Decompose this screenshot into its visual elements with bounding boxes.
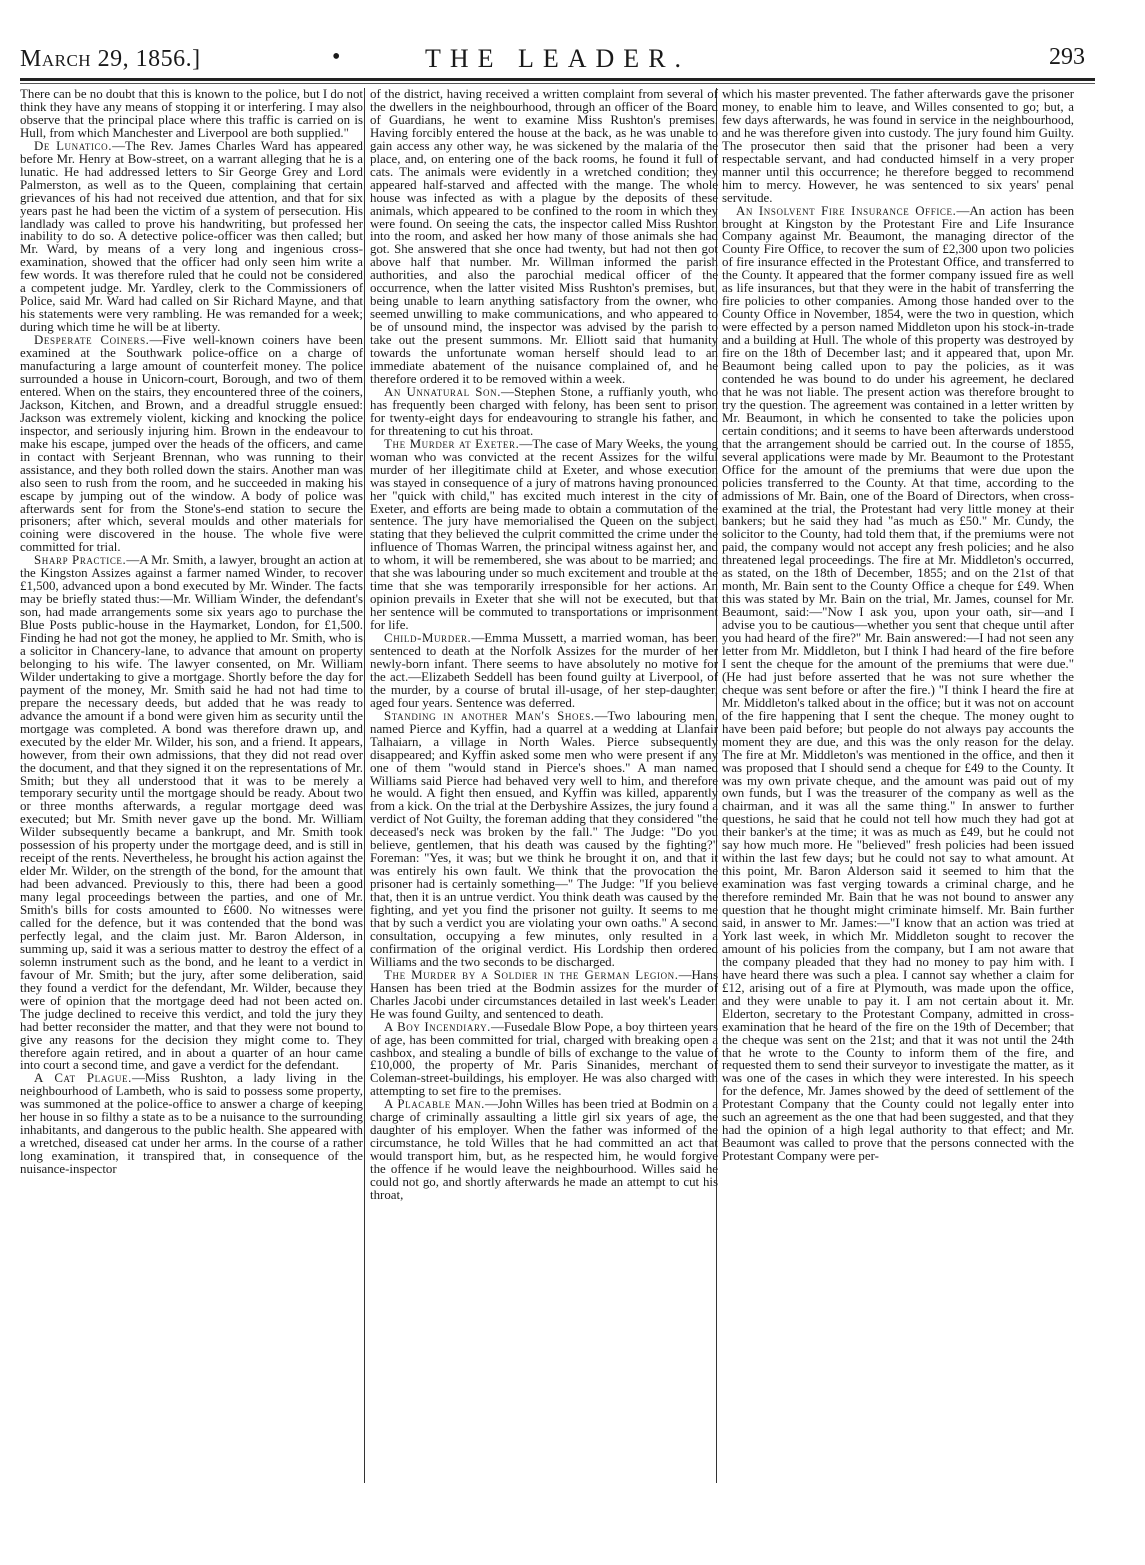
article-standing-in-shoes: Standing in another Man's Shoes.—Two labouring men, named Pierce and Kyffin, had a quarrel at a wedding at Llanfair Talhaiarn, a village in North Wales. Pierce subsequently disappeared; and Kyffin asked some men who were present if any one of them "would stand in Pierce's shoes." A man named Williams said Pierce had behaved very well to him, and therefore he would. A fight then ensued, and Kyffin was killed, apparently from a kick. On the trial at the Derbyshire Assizes, the jury found a verdict of Not Guilty, the foreman adding that they considered "the deceased's neck was broken by the fall." The Judge: "Do you believe, gentlemen, that his death was caused by the fighting?" Foreman: "Yes, it was; but we think he brought it on, and that it was entirely his own fault. We think that the provocation the prisoner had is certainly something—" The Judge: "If you believe that, then it is an untrue verdict. You think death was caused by the fighting, and yet you find the prisoner not guilty. It seems to me that by such a verdict you are violating your own oaths." A second consultation, occupying a few minutes, only resulted in a confirmation of the original verdict. His Lordship then ordered Williams and the two seconds to be discharged. (370, 708, 718, 969)
masthead (20, 40, 1095, 76)
newspaper-title: THE LEADER. (424, 44, 691, 73)
article-heading: An Unnatural Son. (384, 384, 502, 399)
column-3 (722, 88, 1074, 1163)
article-heading: A Cat Plague. (34, 1071, 132, 1086)
article-paragraph: There can be no doubt that this is known to the police, but I do not think they have any means of stopping it or interfering. I may also observe that the principal place where this traffic is carried on is Hull, from which Manchester and Liverpool are both supplied." (20, 87, 363, 140)
column-2 (370, 88, 718, 1202)
article-paragraph: which his master prevented. The father afterwards gave the prisoner money, to enable him to leave, and Willes consented to go; but, a few days afterwards, he was found in service in the neighbourhood, and he was therefore given into custody. The jury found him Guilty. The prosecutor then said that the prisoner had been a very respectable servant, and had conducted himself in a very proper manner until this occurrence; he therefore begged to recommend him to mercy. However, he was sentenced to six years' penal servitude. (722, 87, 1074, 205)
issue-date: March 29, 1856.] (20, 46, 201, 72)
article-heading: The Murder by a Soldier in the German Legion. (384, 967, 679, 982)
article-heading: Desperate Coiners. (34, 333, 150, 348)
article-desperate-coiners: Desperate Coiners.—Five well-known coiners have been examined at the Southwark police-office on a charge of manufacturing a large amount of counterfeit money. The police surrounded a house in Unicorn-court, Borough, and two of them entered. When on the stairs, they encountered three of the coiners, Jackson, Kitchen, and Brown, and a dreadful struggle ensued: Jackson was extremely violent, kicking and knocking the police inspector, and seriously injuring him. Brown in the endeavour to make his escape, jumped over the heads of the officers, and came in contact with Serjeant Brennan, who was running to their assistance, and they both rolled down the stairs. Another man was also seen to rush from the room, and he succeeded in making his escape by jumping out of the window. A body of police was afterwards sent for from the Stone's-end station to secure the prisoners; after which, several moulds and other materials for coining were discovered in the house. The whole five were committed for trial. (20, 333, 363, 555)
column-1 (20, 88, 363, 1176)
article-heading: An Insolvent Fire Insurance Office. (736, 203, 957, 218)
article-unnatural-son: An Unnatural Son.—Stephen Stone, a ruffianly youth, who has frequently been charged with felony, has been sent to prison for twenty-eight days for endeavouring to strangle his father, and for threatening to cut his throat. (370, 384, 718, 438)
article-cat-plague: A Cat Plague.—Miss Rushton, a lady living in the neighbourhood of Lambeth, who is said to possess some property, was summoned at the police-office to answer a charge of keeping her house in so filthy a state as to be a nuisance to the surrounding inhabitants, and dangerous to the public health. She appeared with a wretched, diseased cat under her arms. In the course of a rather long examination, it transpired that, in consequence of the nuisance-inspector (20, 1071, 364, 1177)
page-number: 293 (1049, 44, 1085, 70)
article-heading: De Lunatico. (34, 138, 113, 153)
article-insolvent-fire-office: An Insolvent Fire Insurance Office.—An action has been brought at Kingston by the Protestant Fire and Life Insurance Company against Mr. Beaumont, the managing director of the County Fire Office, to recover the sum of £2,300 upon two policies of fire insurance effected in the Protestant Office, and transferred to the County. It appeared that the former company issued fire as well as life insurances, but that they were in the habit of transferring the fire policies to other companies. Among those handed over to the County Office in November, 1854, were the two in question, which were effected by a person named Middleton upon his stock-in-trade and a building at Hull. The whole of this property was destroyed by fire on the 18th of December last; and it appeared that, upon Mr. Beaumont being called upon to pay the policies, as it was contended he was bound to do under his agreement, he declared that he was not liable. The present action was therefore brought to try the question. The agreement was contained in a letter written by Mr. Beaumont, in which he consented to take the policies upon certain conditions; and it seems to have been afterwards understood that the arrangement should be carried out. In the course of 1855, several applications were made by Mr. Beaumont to the Protestant Office for the amount of the premiums that were due upon the policies transferred to the County. At that time, according to the admissions of Mr. Bain, one of the Board of Directors, when cross-examined at the trial, the Protestant had very little money at their bankers; but he said they had "as much as £50." Mr. Cundy, the solicitor to the County, had told them that, if the premiums were not paid, the company would not accept any fresh policies; and he also threatened legal proceedings. The fire at Mr. Middleton's occurred, as stated, on the 18th of December, 1855; and on the 21st of that month, Mr. Bain sent to the County Office a cheque for £49. When this was stated by Mr. Bain on the trial, Mr. James, counsel for Mr. Beaumont, said:—"Now I ask you, upon your oath, sir—and I advise you to be cautious—whether you sent that cheque until after you had heard of the fire?" Mr. Bain answered:—I had not seen any letter from Mr. Middleton, but I think I had heard of the fire before I sent the cheque for the amount of the premiums that were due." (He had just before asserted that he was not sure whether the cheque was sent before or after the fire.) "I think I heard the fire at Mr. Middleton's talked about in the office; but it was not on account of the fire happening that I sent the cheque. The money ought to have been paid before; but people do not always pay accounts the moment they are due, and this was the only reason for the delay. The fire at Mr. Middleton's was mentioned in the office, and then it was proposed that I should send a cheque for £49 to the County. It was my own private cheque, and the amount was paid out of my own funds, but I was the treasurer of the company as well as the chairman, and it was all the same thing." In answer to further questions, he said that he could not tell how much they had got at their banker's at the time; it was as much as £49, but he could not say how much more. He "believed" fresh policies had been issued within the last few days; but he could not say to what amount. At this point, Mr. Baron Alderson said it seemed to him that the examination was fast verging towards a criminal charge, and he therefore reminded Mr. Bain that he was not bound to answer any question that he thought might criminate himself. Mr. Bain further said, in answer to Mr. James:—"I know that an action was tried at York last week, in which Mr. Middleton sought to recover the amount of his policies from the company, but I am not aware that the company pleaded that they had no money to pay him with. I have heard there was such a plea. I cannot say whether a claim for £12, arising out of a fire at Plymouth, was made upon the office, and they were unable to pay it. I am not certain about it. Mr. Elderton, secretary to the Protestant Company, admitted in cross-examination that he heard of the fire on the 19th of December; that the cheque was sent on the 21st; and that it was not until the 24th that he wrote to the County to inform them of the fire, and requested them to send their surveyor to investigate the matter, as it was one of the cases in which they were interested. In his speech for the defence, Mr. James showed by the deed of settlement of the Protestant Company that the County could not legally enter into such an agreement as the one that had been suggested, and that they had the opinion of a high legal authority to that effect; and Mr. Beaumont was called to prove that the persons connected with the Protestant Company were per- (722, 203, 1075, 1164)
article-heading: A Boy Incendiary. (384, 1019, 491, 1034)
column-divider (364, 88, 365, 1483)
article-heading: Child-Murder. (384, 631, 472, 646)
article-sharp-practice: Sharp Practice.—A Mr. Smith, a lawyer, brought an action at the Kingston Assizes against a farmer named Winder, to recover £1,500, advanced upon a bond executed by Mr. Winder. The facts may be briefly stated thus:—Mr. William Winder, the defendant's son, had made arrangements some six years ago to purchase the Blue Posts public-house in the Haymarket, London, for £1,500. Finding he had not got the money, he applied to Mr. Smith, who is a solicitor in Chancery-lane, to advance that amount on property belonging to his wife. The lawyer consented, on Mr. William Wilder undertaking to give a mortgage. Shortly before the day for payment of the money, Mr. Smith said he had not had time to prepare the necessary deeds, but added that he was ready to advance the amount if a bond were given him as security until the mortgage was completed. A bond was therefore drawn up, and executed by the elder Mr. Wilder, his son, and a friend. It appears, however, from their own admissions, that they did not read over the document, and that they signed it on the representations of Mr. Smith; but they all understood that it was to be merely a temporary security until the mortgage should be ready. About two or three months afterwards, a regular mortgage deed was executed; but Mr. Smith never gave up the bond. Mr. William Wilder subsequently became a bankrupt, and Mr. Smith took possession of his property under the mortgage deed, and is still in receipt of the rents. Nevertheless, he brought his action against the elder Mr. Wilder, on the strength of the bond, for the amount that had been advanced. Previously to this, there had been a good many legal proceedings between the parties, and one of Mr. Smith's bills for costs amounted to £600. No witnesses were called for the defence, but it was contended that the bond was perfectly legal, and the claim just. Mr. Baron Alderson, in summing up, said it was a serious matter to destroy the effect of a solemn instrument such as the bond, and he leant to a verdict in favour of Mr. Smith; but the jury, after some deliberation, said they found a verdict for the defendant, Mr. Wilder, because they were of opinion that the mortgage deed had not been acted on. The judge declined to receive this verdict, and told the jury they had better reconsider the matter, and that they were not bound to give any reasons for the decision they might come to. They therefore again retired, and in about a quarter of an hour came into court a second time, and gave a verdict for the defendant. (20, 553, 363, 1073)
article-heading: Sharp Practice. (34, 553, 127, 568)
article-german-legion: The Murder by a Soldier in the German Legion.—Hans Hansen has been tried at the Bodmin assizes for the murder of Charles Jacobi under circumstances detailed in last week's Leader. He was found Guilty, and sentenced to death. (370, 967, 718, 1021)
article-heading: A Placable Man. (384, 1097, 486, 1112)
header-rule-thin (20, 83, 1095, 84)
article-boy-incendiary: A Boy Incendiary.—Fusedale Blow Pope, a boy thirteen years of age, has been committed for trial, charged with breaking open a cashbox, and stealing a bundle of bills of exchange to the value of £10,000, the property of Mr. Paris Sinanides, merchant of Coleman-street-buildings, his employer. He was also charged with attempting to set fire to the premises. (370, 1019, 718, 1099)
article-placable-man: A Placable Man.—John Willes has been tried at Bodmin on a charge of criminally assaulting a little girl six years of age, the daughter of his employer. When the father was informed of the circumstance, he told Willes that he had committed an act that would transport him, but, as he respected him, he would forgive the offence if he would leave the neighbourhood. Willes said he could not go, and shortly afterwards he made an attempt to cut his throat, (370, 1097, 718, 1203)
article-heading: Standing in another Man's Shoes. (384, 708, 595, 723)
article-de-lunatico: De Lunatico.—The Rev. James Charles Ward has appeared before Mr. Henry at Bow-street, on a warrant alleging that he is a lunatic. He had addressed letters to Sir George Grey and Lord Palmerston, as well as to the Queen, complaining that certain grievances of his had not received due attention, and that for six years past he had been the victim of a system of persecution. His landlady was called to prove his handwriting, but professed her inability to do so. A detective police-officer was then called; but Mr. Ward, by means of a very long and ingenious cross-examination, showed that the officer had only seen him write a few words. It was therefore ruled that he could not be considered a competent judge. Mr. Yardley, clerk to the Commissioners of Police, said Mr. Ward had called on Sir Richard Mayne, and that his statements were very rambling. He was remanded for a week; during which time he will be at liberty. (20, 138, 364, 335)
header-rule-thick (20, 78, 1095, 81)
article-murder-at-exeter: The Murder at Exeter.—The case of Mary Weeks, the young woman who was convicted at the recent Assizes for the wilful murder of her illegitimate child at Exeter, and whose execution was stayed in consequence of a jury of matrons having pronounced her "quick with child," has excited much interest in the city of Exeter, and efforts are being made to obtain a commutation of the sentence. The jury have memorialised the Queen on the subject, stating that they believed the culprit committed the crime under the influence of Thomas Warren, the principal witness against her, and to whom, it will be remembered, she was about to be married; and that she was labouring under so much excitement and trouble at the time that she was temporarily irresponsible for her actions. An opinion prevails in Exeter that she will not be executed, but that her sentence will be commuted to transportations or imprisonment for life. (370, 436, 718, 633)
separator-dot: • (332, 44, 341, 70)
article-child-murder: Child-Murder.—Emma Mussett, a married woman, has been sentenced to death at the Norfolk Assizes for the murder of her newly-born infant. There seems to have absolutely no motive for the act.—Elizabeth Seddell has been found guilty at Liverpool, of the murder, by a course of brutal ill-usage, of her step-daughter, aged four years. Sentence was deferred. (370, 631, 718, 710)
article-paragraph: of the district, having received a written complaint from several of the dwellers in the neighbourhood, through an officer of the Board of Guardians, he went to examine Miss Rushton's premises. Having forcibly entered the house at the back, as he was unable to gain access any other way, he was sickened by the malaria of the place, and, on entering one of the back rooms, he found it full of cats. The animals were evidently in a wretched condition; they appeared half-starved and affected with the mange. The whole house was infected as with a plague by the deposits of these animals, which appeared to be confined to the room in which they were found. On seeing the cats, the inspector called Miss Rushton into the room, and asked her how many of those animals she had got. She answered that she once had twenty, but had not then got above half that number. Mr. Willman informed the parish authorities, and also the parochial medical officer of the occurrence, when the latter visited Miss Rushton's premises, but, being unable to learn anything satisfactory from the owner, who seemed unwilling to make communications, and who appeared to be of unsound mind, the inspector was advised by the parish to take out the present summons. Mr. Elliott said that humanity towards the unfortunate woman herself should lead to an immediate abatement of the nuisance complained of, and he therefore ordered it to be removed within a week. (370, 87, 718, 386)
article-heading: The Murder at Exeter. (384, 436, 520, 451)
